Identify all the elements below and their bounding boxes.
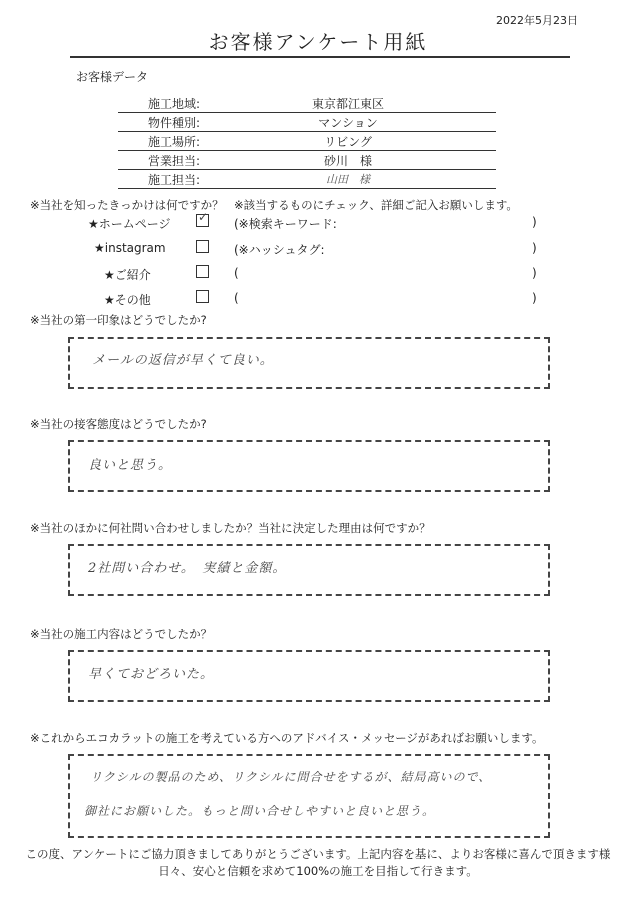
option-label-other: ★その他 xyxy=(104,293,151,307)
info-row-sales-rep xyxy=(118,150,496,170)
info-label: 施工担当: xyxy=(148,173,201,187)
customer-data-label: お客様データ xyxy=(76,70,149,84)
answer-construction-quality: 早くておどろいた。 xyxy=(88,667,215,682)
question-first-impression: ※当社の第一印象はどうでしたか? xyxy=(30,313,207,327)
checkbox-referral[interactable] xyxy=(196,265,209,278)
footer-line-1: この度、アンケートにご協力頂きましてありがとうございます。上記内容を基に、よりお客様に喜んで頂きます様 xyxy=(25,847,611,861)
question-instruction: ※該当するものにチェック、詳細ご記入お願いします。 xyxy=(234,198,518,212)
info-label: 施工地域: xyxy=(148,97,201,111)
checkbox-homepage[interactable] xyxy=(196,210,209,227)
checkbox-other[interactable] xyxy=(196,290,209,303)
info-label: 営業担当: xyxy=(148,154,201,168)
info-value: リビング xyxy=(324,135,372,149)
answer-box-first-impression[interactable] xyxy=(68,337,550,389)
question-how-found: ※当社を知ったきっかけは何ですか？ xyxy=(30,198,224,212)
info-row-location xyxy=(118,131,496,151)
info-value: 砂川 様 xyxy=(323,154,372,168)
info-row-area xyxy=(118,93,496,113)
info-value-handwritten: 山田 様 xyxy=(326,173,370,186)
answer-box-advice-message[interactable] xyxy=(68,754,550,838)
survey-date: 2022年5月23日 xyxy=(496,14,578,27)
detail-search-keyword: (※検索キーワード: xyxy=(234,217,337,231)
detail-hashtag: (※ハッシュタグ: xyxy=(234,243,325,257)
detail-other: ( xyxy=(234,291,239,305)
answer-service-attitude: 良いと思う。 xyxy=(88,458,173,473)
checkbox-instagram[interactable] xyxy=(196,240,209,253)
detail-referral: ( xyxy=(234,266,239,280)
answer-advice-line-2: 御社にお願いした。もっと問い合せしやすいと良いと思う。 xyxy=(84,804,436,818)
info-value: 東京都江東区 xyxy=(311,97,384,111)
detail-close-paren: ) xyxy=(532,291,537,305)
info-label: 物件種別: xyxy=(148,116,201,130)
question-service-attitude: ※当社の接客態度はどうでしたか? xyxy=(30,417,207,431)
info-value: マンション xyxy=(318,116,378,130)
option-label-homepage: ★ホームページ xyxy=(88,217,171,231)
answer-other-companies: 2社問い合わせ。 実績と金額。 xyxy=(88,561,287,576)
answer-advice-line-1: リクシルの製品のため、リクシルに問合せをするが、結局高いので、 xyxy=(90,770,492,784)
question-advice-message: ※これからエコカラットの施工を考えている方へのアドバイス・メッセージがあればお願いします。 xyxy=(30,731,544,745)
answer-first-impression: メールの返信が早くて良い。 xyxy=(92,353,274,368)
info-row-installer xyxy=(118,169,496,189)
title-underline xyxy=(70,56,570,58)
question-construction-quality: ※当社の施工内容はどうでしたか？ xyxy=(30,627,213,641)
question-other-companies: ※当社のほかに何社問い合わせしましたか？当社に決定した理由は何ですか？ xyxy=(30,521,431,535)
option-label-instagram: ★instagram xyxy=(94,241,166,255)
detail-close-paren: ) xyxy=(532,241,537,255)
info-row-property-type xyxy=(118,112,496,132)
check-icon: ✓ xyxy=(198,210,209,224)
detail-close-paren: ) xyxy=(532,215,537,229)
option-label-referral: ★ご紹介 xyxy=(104,268,151,282)
footer-line-2: 日々、安心と信頼を求めて100%の施工を目指して行きます。 xyxy=(158,864,478,878)
answer-box-construction-quality[interactable] xyxy=(68,650,550,702)
info-label: 施工場所: xyxy=(148,135,201,149)
answer-box-service-attitude[interactable] xyxy=(68,440,550,492)
page-title: お客様アンケート用紙 xyxy=(208,30,428,54)
detail-close-paren: ) xyxy=(532,266,537,280)
footer-message xyxy=(0,846,636,880)
answer-box-other-companies[interactable] xyxy=(68,544,550,596)
